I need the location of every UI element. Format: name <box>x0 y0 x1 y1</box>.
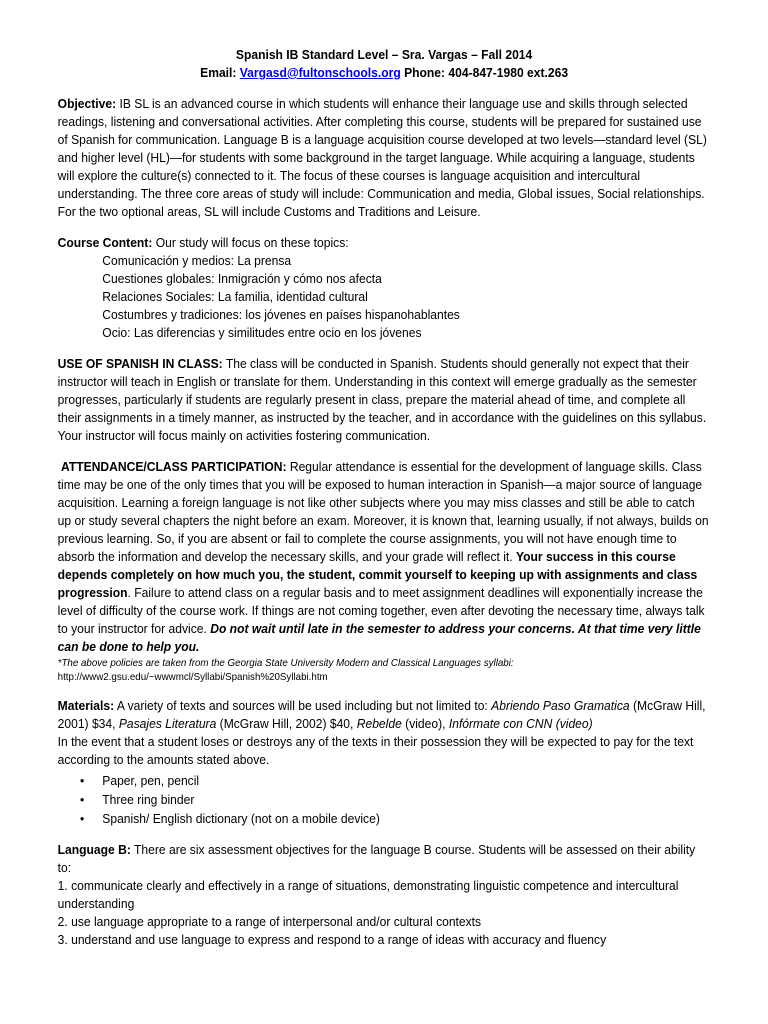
attendance-text-2: . Failure to attend class on a regular basis and to meet assignment deadlines will exponentially increase the level of difficulty of the course work. If things are not coming together, even after devoting the necessary time, always talk to your instructor for advice. <box>57 585 705 636</box>
email-label: Email: <box>200 65 237 80</box>
document-header <box>58 46 711 82</box>
materials-text-4: (video), <box>405 716 446 731</box>
policy-source-url: http://www2.gsu.edu/~wwwmcl/Syllabi/Spanish%20Syllabi.htm <box>57 671 328 683</box>
assessment-objective: 1. communicate clearly and effectively in a range of situations, demonstrating linguistic competence and intercultural understanding <box>57 878 679 911</box>
materials-text-1: A variety of texts and sources will be used including but not limited to: <box>116 698 488 713</box>
policy-footnote: *The above policies are taken from the Georgia State University Modern and Classical Languages syllabi: <box>57 657 514 669</box>
language-b-section <box>58 841 711 949</box>
attendance-text-1: Regular attendance is essential for the development of language skills. Class time may be one of the only times that you will be exposed to human interaction in Spanish—a major source of language acquisition. Learning a foreign language is not like other subjects where you may miss classes and still be able to catch up or study several chapters the night before an exam. Moreover, it is known that, learning usually, if not always, builds on previous learning. So, if you are absent or fail to complete the course assignments, you will not have enough time to absorb the information and develop the necessary skills, and your grade will reflect it. <box>57 459 709 564</box>
materials-text-2: (McGraw Hill, 2001) $34, <box>57 698 706 731</box>
materials-list <box>58 771 711 828</box>
assessment-objective: 3. understand and use language to express and respond to a range of ideas with accuracy and fluency <box>57 932 607 947</box>
video-title: Infórmate con CNN (video) <box>448 716 593 731</box>
materials-note: In the event that a student loses or destroys any of the texts in their possession they will be expected to pay for the text according to the amounts stated above. <box>57 734 694 767</box>
objective-section <box>58 95 711 221</box>
topic-item: Costumbres y tradiciones: los jóvenes en países hispanohablantes <box>102 307 460 322</box>
course-content-section <box>58 234 711 342</box>
language-b-heading: Language B: <box>57 842 131 857</box>
book-title: Rebelde <box>356 716 402 731</box>
topic-item: Cuestiones globales: Inmigración y cómo nos afecta <box>102 271 382 286</box>
book-title: Abriendo Paso Gramatica <box>491 698 630 713</box>
topic-item: Comunicación y medios: La prensa <box>102 253 292 268</box>
use-of-spanish-text: The class will be conducted in Spanish. Students should generally not expect that their instructor will teach in English or translate for them. Understanding in this context will emerge gradually as the semester progresses, particularly if students are regularly present in class, prepare the material ahead of time, and complete all their assignments in a timely manner, as instructed by the teacher, and in accordance with the guidelines on this syllabus. Your instructor will focus mainly on activities fostering communication. <box>57 356 707 443</box>
use-of-spanish-heading: USE OF SPANISH IN CLASS: <box>57 356 223 371</box>
list-item: • Spanish/ English dictionary (not on a mobile device) <box>102 809 710 828</box>
assessment-objective: 2. use language appropriate to a range of interpersonal and/or cultural contexts <box>57 914 482 929</box>
email-link[interactable]: Vargasd@fultonschools.org <box>239 65 401 80</box>
use-of-spanish-section <box>58 355 711 445</box>
materials-section <box>58 697 711 828</box>
contact-line <box>58 64 711 82</box>
attendance-heading: ATTENDANCE/CLASS PARTICIPATION: <box>61 459 287 474</box>
phone-text: Phone: 404-847-1980 ext.263 <box>404 65 569 80</box>
topic-list <box>58 252 711 342</box>
materials-heading: Materials: <box>57 698 115 713</box>
materials-text-3: (McGraw Hill, 2002) $40, <box>219 716 354 731</box>
topic-item: Relaciones Sociales: La familia, identidad cultural <box>102 289 368 304</box>
topic-item: Ocio: Las diferencias y similitudes entre ocio en los jóvenes <box>102 325 422 340</box>
list-item: • Three ring binder <box>102 790 710 809</box>
attendance-warning: Do not wait until late in the semester to address your concerns. At that time very little can be done to help you. <box>57 621 701 654</box>
attendance-section <box>58 458 711 684</box>
book-title: Pasajes Literatura <box>118 716 217 731</box>
list-item: • Paper, pen, pencil <box>102 771 710 790</box>
attendance-emphasis: Your success in this course depends completely on how much you, the student, commit yourself to keeping up with assignments and class progression <box>57 549 698 600</box>
course-content-heading: Course Content: <box>57 235 153 250</box>
course-title: Spanish IB Standard Level – Sra. Vargas – Fall 2014 <box>235 47 533 62</box>
course-content-intro: Our study will focus on these topics: <box>155 235 349 250</box>
objective-text: IB SL is an advanced course in which students will enhance their language use and skills through selected readings, listening and conversational activities. After completing this course, students will be prepared for sustained use of Spanish for communication. Language B is a language acquisition course developed at two levels—standard level (SL) and higher level (HL)—for students with some background in the target language. While acquiring a language, students will explore the culture(s) connected to it. The focus of these courses is language acquisition and intercultural understanding. The three core areas of study will include: Communication and media, Global issues, Social relationships. For the two optional areas, SL will include Customs and Traditions and Leisure. <box>57 96 707 219</box>
language-b-intro: There are six assessment objectives for the language B course. Students will be assessed on their ability to: <box>57 842 696 875</box>
objective-heading: Objective: <box>57 96 117 111</box>
